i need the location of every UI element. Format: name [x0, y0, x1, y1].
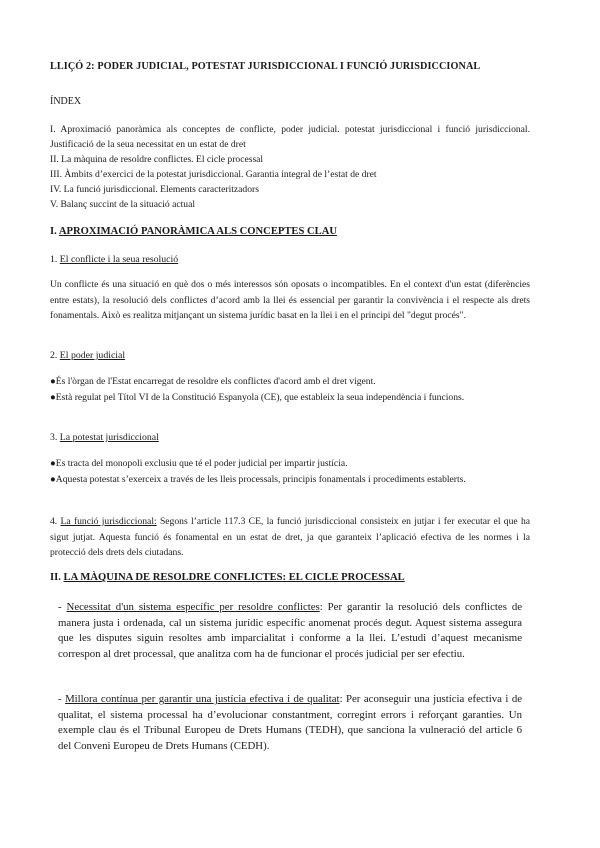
subsection-4-title: La funció jurisdiccional: [60, 516, 157, 527]
list-item: ●Es tracta del monopoli exclusiu que té el poder judicial per impartir justícia. [50, 458, 348, 469]
subsection-2-bullets [50, 374, 530, 405]
toc-item-1: I. Aproximació panoràmica als conceptes de conflicte, poder judicial. potestat jurisdiccional i funció jurisdiccional. Justificació de la seua necessitat en un estat de dret [50, 124, 530, 150]
list-item: ●És l'òrgan de l'Estat encarregat de resoldre els conflictes d'acord amb el dret vigent. [50, 376, 376, 387]
subsection-1-title: 1. El conflicte i la seua resolució [50, 254, 179, 265]
toc-item-2: II. La màquina de resoldre conflictes. El cicle processal [50, 154, 264, 165]
page-title: LLIÇÓ 2: PODER JUDICIAL, POTESTAT JURISDICCIONAL I FUNCIÓ JURISDICCIONAL [50, 61, 481, 72]
section-1-heading: I. APROXIMACIÓ PANORÀMICA ALS CONCEPTES CLAU [50, 226, 338, 237]
toc-item-4: IV. La funció jurisdiccional. Elements caracteritzadors [50, 184, 259, 195]
subsection-4: 4. La funció jurisdiccional: Segons l’article 117.3 CE, la funció jurisdiccional consisteix en jutjar i fer executar el que ha sigut jutjat. Aquesta funció és fonamental en un estat de dret, ja que garanteix l’aplicació efectiva de les normes i la protecció dels drets dels ciutadans. [50, 516, 531, 558]
subsection-1-text: Un conflicte és una situació en què dos o més interessos són oposats o incompatibles. En el context d'un estat (diferències entre estats), la resolució dels conflictes d’acord amb la llei és essencial per garantir la convivència i el respecte als drets fonamentals. Això es realitza mitjançant un sistema jurídic basat en la llei i en el principi del "degut procés". [50, 279, 530, 321]
subsection-3-title: 3. La potestat jurisdiccional [50, 432, 159, 443]
list-item: ●Aquesta potestat s’exerceix a través de les lleis processals, principis fonamentals i procediments establerts. [50, 473, 466, 485]
table-of-contents [50, 122, 530, 212]
toc-item-3: III. Àmbits d’exercici de la potestat jurisdiccional. Garantia integral de l’estat de dret [50, 169, 377, 180]
index-heading: ÍNDEX [50, 96, 82, 107]
section-2-point-2: - Millora contínua per garantir una justícia efectiva i de qualitat: Per aconseguir una justícia efectiva i de qualitat, el sistema processal ha d’evolucionar constantment, corregint errors i reforçant garanties. Un exemple clau és el Tribunal Europeu de Drets Humans (TEDH), que sanciona la vulneració del article 6 del Conveni Europeu de Drets Humans (CEDH). [58, 693, 523, 752]
section-2-heading: II. LA MÀQUINA DE RESOLDRE CONFLICTES: EL CICLE PROCESSAL [50, 572, 405, 583]
subsection-2-title: 2. El poder judicial [50, 350, 126, 361]
toc-item-5: V. Balanç succint de la situació actual [50, 199, 196, 210]
subsection-3-bullets [50, 456, 530, 487]
list-item: ●Està regulat pel Títol VI de la Constitució Espanyola (CE), que estableix la seua independència i funcions. [50, 391, 465, 403]
section-2-point-1: - Necessitat d'un sistema específic per resoldre conflictes: Per garantir la resolució dels conflictes de manera justa i ordenada, cal un sistema jurídic específic anomenat procés degut. Aquest sistema assegura que les disputes siguin resoltes amb imparcialitat i conforme a la llei. L’estudi d’aquest mecanisme correspon al dret processal, que analitza com ha de funcionar el procés judicial per ser efectiu. [58, 601, 523, 660]
